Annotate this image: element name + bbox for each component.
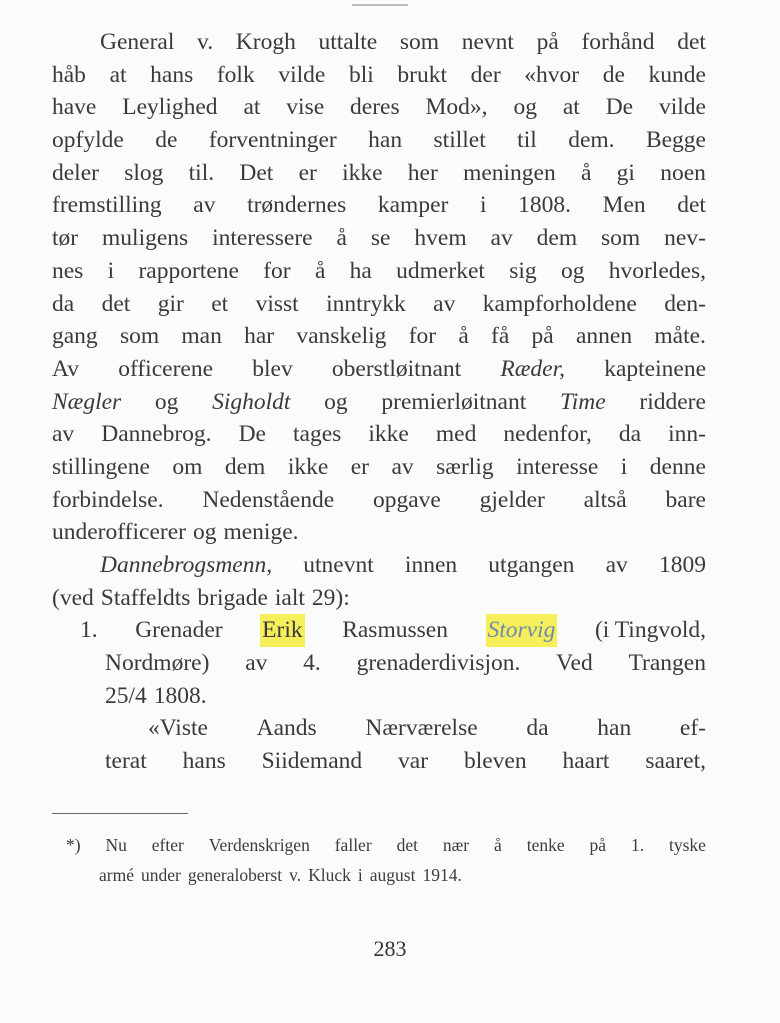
word: Mod»,: [425, 94, 488, 121]
word: hvem: [414, 225, 467, 252]
word: De: [605, 94, 634, 121]
word: altså: [583, 486, 627, 513]
word: kampforholdene: [482, 290, 637, 317]
word: gir: [157, 290, 184, 317]
word: for: [263, 257, 291, 284]
word: generaloberst: [187, 865, 283, 885]
word: sig: [509, 257, 537, 284]
word: utgangen: [488, 552, 575, 578]
word: opfylde: [52, 127, 124, 154]
word: og: [154, 388, 179, 415]
word: blev: [252, 355, 293, 382]
word: faller: [334, 835, 372, 855]
word: de: [602, 61, 625, 88]
footnote: [66, 830, 706, 890]
word: v.: [197, 29, 214, 55]
word: og: [513, 94, 537, 121]
word: å: [314, 257, 326, 284]
footnote-marker: *): [66, 835, 81, 855]
text-line: [52, 680, 706, 713]
word: armé: [99, 865, 134, 885]
word: å: [494, 835, 502, 855]
word: forhånd: [581, 29, 655, 55]
word: grenaderdivisjon.: [356, 650, 521, 677]
word: se: [370, 225, 391, 252]
word: deler: [52, 159, 99, 186]
list-item: [52, 614, 706, 647]
word: at: [109, 61, 127, 88]
word: det: [677, 192, 706, 219]
word: å: [336, 225, 347, 252]
word: forventninger: [208, 127, 337, 154]
word: 1914.: [422, 865, 462, 885]
word: bleven: [463, 748, 527, 775]
word: saaret,: [645, 748, 706, 775]
word: Det: [239, 159, 274, 186]
word: (i Tingvold,: [594, 617, 706, 644]
word: særlig: [436, 453, 494, 480]
text-line: [52, 255, 706, 288]
word: «Viste: [148, 715, 208, 742]
word: var: [398, 748, 429, 775]
officer-name: Sigholdt: [212, 388, 291, 415]
word: Siidemand: [261, 748, 363, 775]
word: 1808.: [153, 682, 207, 709]
footnote-divider: [52, 813, 188, 814]
word: dem.: [568, 127, 615, 154]
word: underofficerer: [52, 519, 186, 546]
word: forbindelse.: [52, 486, 164, 513]
word: 4.: [303, 650, 321, 677]
word: dem: [536, 225, 578, 252]
top-divider: [352, 4, 408, 6]
word: kapteinene: [604, 355, 706, 382]
word: have: [52, 94, 97, 121]
word: ha: [349, 257, 372, 284]
word: denne: [649, 453, 706, 480]
word: få: [491, 323, 510, 350]
word: de: [155, 127, 178, 154]
word: nes: [52, 257, 84, 284]
word: tenke: [526, 835, 565, 855]
word: officerene: [118, 355, 214, 382]
word: til.: [188, 159, 215, 186]
word: Aands: [256, 715, 317, 742]
word: av: [490, 225, 513, 252]
word: tyske: [668, 835, 706, 855]
word: tages: [293, 421, 342, 448]
word: ikke: [342, 159, 383, 186]
word: Krogh: [235, 29, 296, 55]
word: ialt: [274, 584, 305, 611]
word: gang: [52, 323, 98, 350]
quote-line: [52, 712, 706, 745]
word: om: [172, 453, 203, 480]
text-line: [52, 189, 706, 222]
word: Men: [602, 192, 646, 219]
word: som: [119, 323, 160, 350]
word: tør: [52, 225, 79, 252]
word: den-: [664, 290, 706, 317]
word: v.: [289, 865, 302, 885]
word: vilde: [659, 94, 706, 121]
word: han: [597, 715, 632, 742]
word: ef-: [679, 715, 706, 742]
word: oberstløitnant: [331, 355, 462, 382]
paragraph-1-rest: [52, 418, 706, 549]
word: brukt: [397, 61, 448, 88]
word: gjelder: [479, 486, 545, 513]
word: annen: [575, 323, 633, 350]
word: «hvor: [524, 61, 580, 88]
word: Verdenskrigen: [208, 835, 310, 855]
word: deres: [350, 94, 400, 121]
text-line: [52, 124, 706, 157]
word: slog: [124, 159, 164, 186]
word: med: [435, 421, 477, 448]
word: det: [101, 290, 131, 317]
word: noen: [660, 159, 706, 186]
word: august: [369, 865, 416, 885]
word: og: [192, 519, 217, 546]
word: opgave: [372, 486, 441, 513]
word: folk: [216, 61, 255, 88]
word: Rasmussen: [342, 617, 448, 644]
text-line: [52, 222, 706, 255]
word: Ved: [556, 650, 593, 677]
word: til: [517, 127, 537, 154]
text-line: [52, 59, 706, 92]
word: på: [536, 29, 559, 55]
word: vilde: [278, 61, 326, 88]
word: muligens: [102, 225, 189, 252]
word: av: [52, 421, 75, 448]
word: uttalte: [318, 29, 378, 55]
word: hvorledes,: [608, 257, 706, 284]
word: dem: [224, 453, 266, 480]
word: som: [601, 225, 641, 252]
text-line: [52, 386, 706, 419]
highlighted-surname: Storvig: [486, 614, 558, 647]
word: og: [560, 257, 585, 284]
word: nev-: [664, 225, 706, 252]
word: på: [589, 835, 607, 855]
word: vise: [286, 94, 325, 121]
word: inntrykk: [326, 290, 406, 317]
word: er: [350, 453, 370, 480]
word: Dannebrog.: [101, 421, 212, 448]
word: efter: [151, 835, 184, 855]
word: stillingene: [52, 453, 150, 480]
word: her: [407, 159, 438, 186]
word: et: [211, 290, 229, 317]
word: for: [408, 323, 437, 350]
word: ikke: [368, 421, 409, 448]
text-line: [52, 484, 706, 517]
word: (ved: [52, 584, 94, 611]
word: at: [243, 94, 261, 121]
word: ikke: [287, 453, 329, 480]
word: hans: [182, 748, 226, 775]
word: nedenfor,: [503, 421, 592, 448]
word: Av: [52, 355, 79, 382]
word: nær: [442, 835, 470, 855]
word: har: [244, 323, 275, 350]
text-line: [52, 647, 706, 680]
word: av: [605, 552, 628, 578]
text-line: [52, 451, 706, 484]
word: rapportene: [138, 257, 239, 284]
word: 25/4: [105, 682, 147, 709]
word: innen: [404, 552, 458, 578]
word: å: [458, 323, 469, 350]
highlighted-first-name: Erik: [260, 614, 304, 647]
word: interessere: [212, 225, 313, 252]
word: Begge: [645, 127, 706, 154]
word: av: [193, 192, 216, 219]
word: i: [357, 865, 363, 885]
word: Nærværelse: [365, 715, 478, 742]
quote-line: [52, 745, 706, 778]
word: Nedenstående: [202, 486, 335, 513]
word: premierløitnant: [381, 388, 527, 415]
word: udmerket: [396, 257, 485, 284]
word: bli: [348, 61, 374, 88]
word: på: [531, 323, 554, 350]
word: nevnt: [461, 29, 514, 55]
text-line: [52, 288, 706, 321]
list-number: 1.: [80, 617, 98, 644]
word: inn-: [668, 421, 706, 448]
text-line: [52, 516, 706, 549]
word: i: [479, 192, 487, 219]
text-line: [52, 418, 706, 451]
word: brigade: [197, 584, 268, 611]
text-line: [52, 582, 706, 615]
word: interesse: [516, 453, 599, 480]
word: De: [238, 421, 266, 448]
word: kunde: [648, 61, 706, 88]
word: visst: [255, 290, 299, 317]
word: trøndernes: [247, 192, 347, 219]
word: i: [107, 257, 115, 284]
word: fremstilling: [52, 192, 162, 219]
word: vanskelig: [296, 323, 387, 350]
footnote-line: [66, 860, 706, 890]
word: han: [368, 127, 403, 154]
text-line: [52, 549, 706, 582]
word: av: [391, 453, 414, 480]
text-line: [52, 91, 706, 124]
word: av: [245, 650, 268, 677]
officer-name: Time: [559, 388, 606, 415]
word: er: [298, 159, 317, 186]
page-number: 283: [373, 936, 407, 961]
footnote-line: [66, 830, 706, 860]
word: og: [324, 388, 348, 415]
word: 1808.: [518, 192, 571, 219]
text-line: [52, 353, 706, 386]
word: terat: [105, 748, 147, 775]
word: av: [433, 290, 456, 317]
word: Staffeldts: [100, 584, 191, 611]
word: da: [618, 421, 642, 448]
word: kamper: [377, 192, 449, 219]
word: Trangen: [628, 650, 706, 677]
word: bare: [665, 486, 706, 513]
word: Kluck: [308, 865, 351, 885]
word: meningen: [463, 159, 556, 186]
word: måte.: [654, 323, 706, 350]
word: hans: [150, 61, 194, 88]
word: Leylighed: [122, 94, 218, 121]
word: General: [100, 29, 175, 55]
word: stillet: [433, 127, 486, 154]
word: at: [562, 94, 580, 121]
text-line: [52, 320, 706, 353]
word: haart: [562, 748, 610, 775]
word: håb: [52, 61, 86, 88]
section-title: Dannebrogsmenn,: [100, 552, 273, 578]
word: da: [526, 715, 549, 742]
word: under: [140, 865, 181, 885]
word: i: [620, 453, 628, 480]
word: utnevnt: [303, 552, 374, 578]
word: der: [470, 61, 501, 88]
officer-name: Ræder,: [500, 355, 565, 382]
text-line: [52, 157, 706, 190]
word: Nordmøre): [105, 650, 210, 677]
text-line: [52, 26, 706, 59]
word: 1809: [658, 552, 706, 578]
word: gi: [616, 159, 635, 186]
word: menige.: [223, 519, 299, 546]
word: 29):: [311, 584, 350, 611]
word: riddere: [639, 388, 706, 415]
word: 1.: [630, 835, 645, 855]
word: det: [396, 835, 418, 855]
paragraph-1: [52, 26, 706, 353]
body-text: [52, 26, 706, 778]
word: det: [677, 29, 706, 55]
word: Grenader: [135, 617, 223, 644]
word: som: [399, 29, 440, 55]
officer-name: Nægler: [52, 388, 122, 415]
word: man: [181, 323, 222, 350]
word: å: [580, 159, 592, 186]
word: da: [52, 290, 75, 317]
word: Nu: [105, 835, 127, 855]
